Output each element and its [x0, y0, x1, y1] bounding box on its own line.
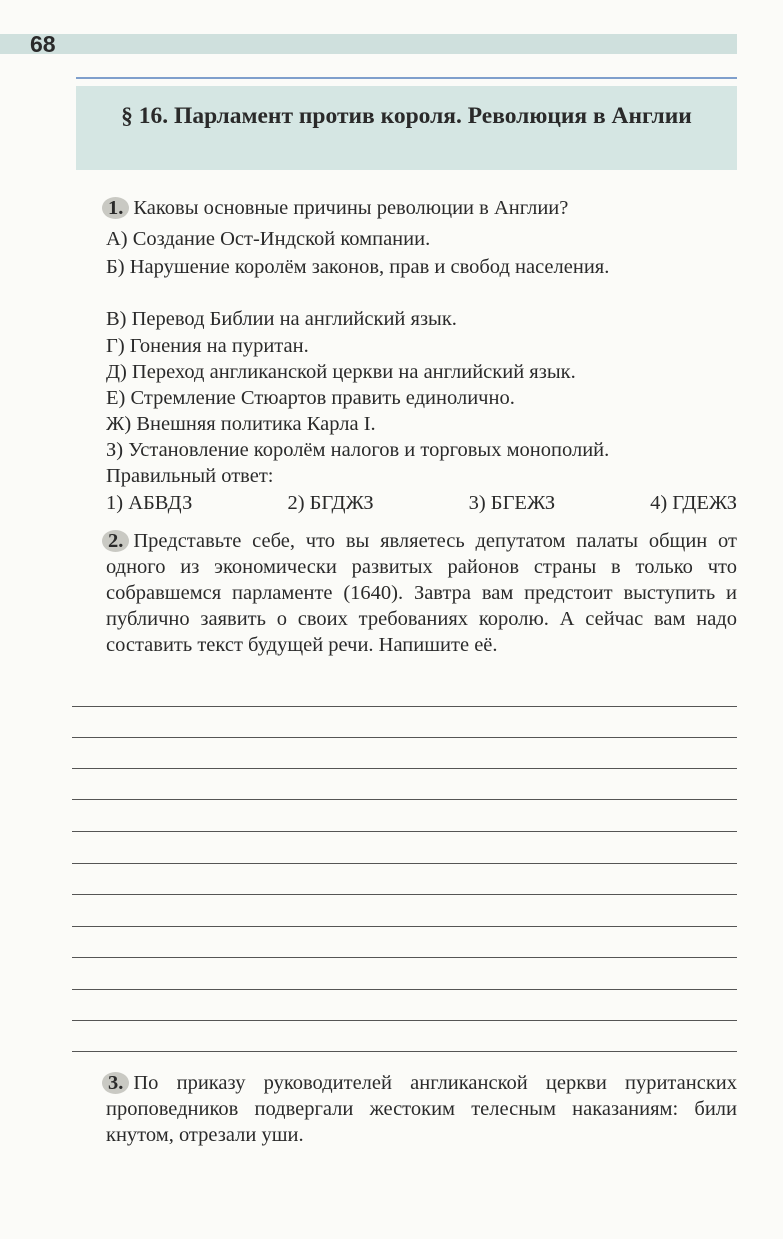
writing-line[interactable] — [72, 706, 737, 707]
writing-line[interactable] — [72, 957, 737, 958]
q1-answer-choices — [106, 490, 737, 516]
section-title: § 16. Парламент против короля. Революция в Англии — [121, 103, 692, 129]
page-number: 68 — [30, 31, 56, 57]
header-band — [0, 34, 737, 54]
writing-line[interactable] — [72, 894, 737, 895]
question-1-text: Каковы основные причины революции в Англии? — [133, 197, 569, 219]
question-3-text: По приказу руководителей англиканской церкви пуританских проповедников подвергали жестоким телесным наказаниям: били кнутом, отрезали уши. — [106, 1072, 737, 1146]
q1-answer-label: Правильный ответ: — [106, 465, 274, 487]
writing-line[interactable] — [72, 926, 737, 927]
q1-option-zh: Ж) Внешняя политика Карла I. — [106, 413, 376, 435]
writing-line[interactable] — [72, 1020, 737, 1021]
q1-answer-4[interactable]: 4) ГДЕЖЗ — [650, 492, 737, 514]
q1-option-b: Б) Нарушение королём законов, прав и свобод населения. — [106, 256, 610, 278]
question-1-number: 1. — [102, 197, 129, 219]
writing-line[interactable] — [72, 831, 737, 832]
question-2 — [106, 528, 737, 658]
writing-line[interactable] — [72, 1051, 737, 1052]
question-3-number: 3. — [102, 1072, 129, 1094]
q1-option-z: З) Установление королём налогов и торговых монополий. — [106, 439, 610, 461]
q1-answer-3[interactable]: 3) БГЕЖЗ — [468, 492, 556, 514]
writing-line[interactable] — [72, 863, 737, 864]
writing-line[interactable] — [72, 737, 737, 738]
q1-option-a: А) Создание Ост-Индской компании. — [106, 228, 431, 250]
q1-option-d: Д) Переход англиканской церкви на английский язык. — [106, 361, 576, 383]
q1-option-e: Е) Стремление Стюартов править единолично. — [106, 387, 515, 409]
question-2-number: 2. — [102, 530, 129, 552]
q1-answer-1[interactable]: 1) АБВДЗ — [106, 492, 193, 514]
writing-line[interactable] — [72, 989, 737, 990]
q1-answer-2[interactable]: 2) БГДЖЗ — [287, 492, 374, 514]
question-2-text: Представьте себе, что вы являетесь депутатом палаты общин от одного из экономически развитых районов страны в только что собравшемся парламенте (1640). Завтра вам предстоит выступить и публично заявить о своих требованиях королю. А сейчас вам надо составить текст будущей речи. Напишите её. — [106, 530, 737, 656]
title-rule — [76, 77, 737, 79]
question-3 — [106, 1070, 737, 1148]
writing-line[interactable] — [72, 768, 737, 769]
q1-option-g: Г) Гонения на пуритан. — [106, 335, 309, 357]
writing-line[interactable] — [72, 799, 737, 800]
question-1 — [106, 195, 737, 221]
q1-option-v: В) Перевод Библии на английский язык. — [106, 308, 457, 330]
